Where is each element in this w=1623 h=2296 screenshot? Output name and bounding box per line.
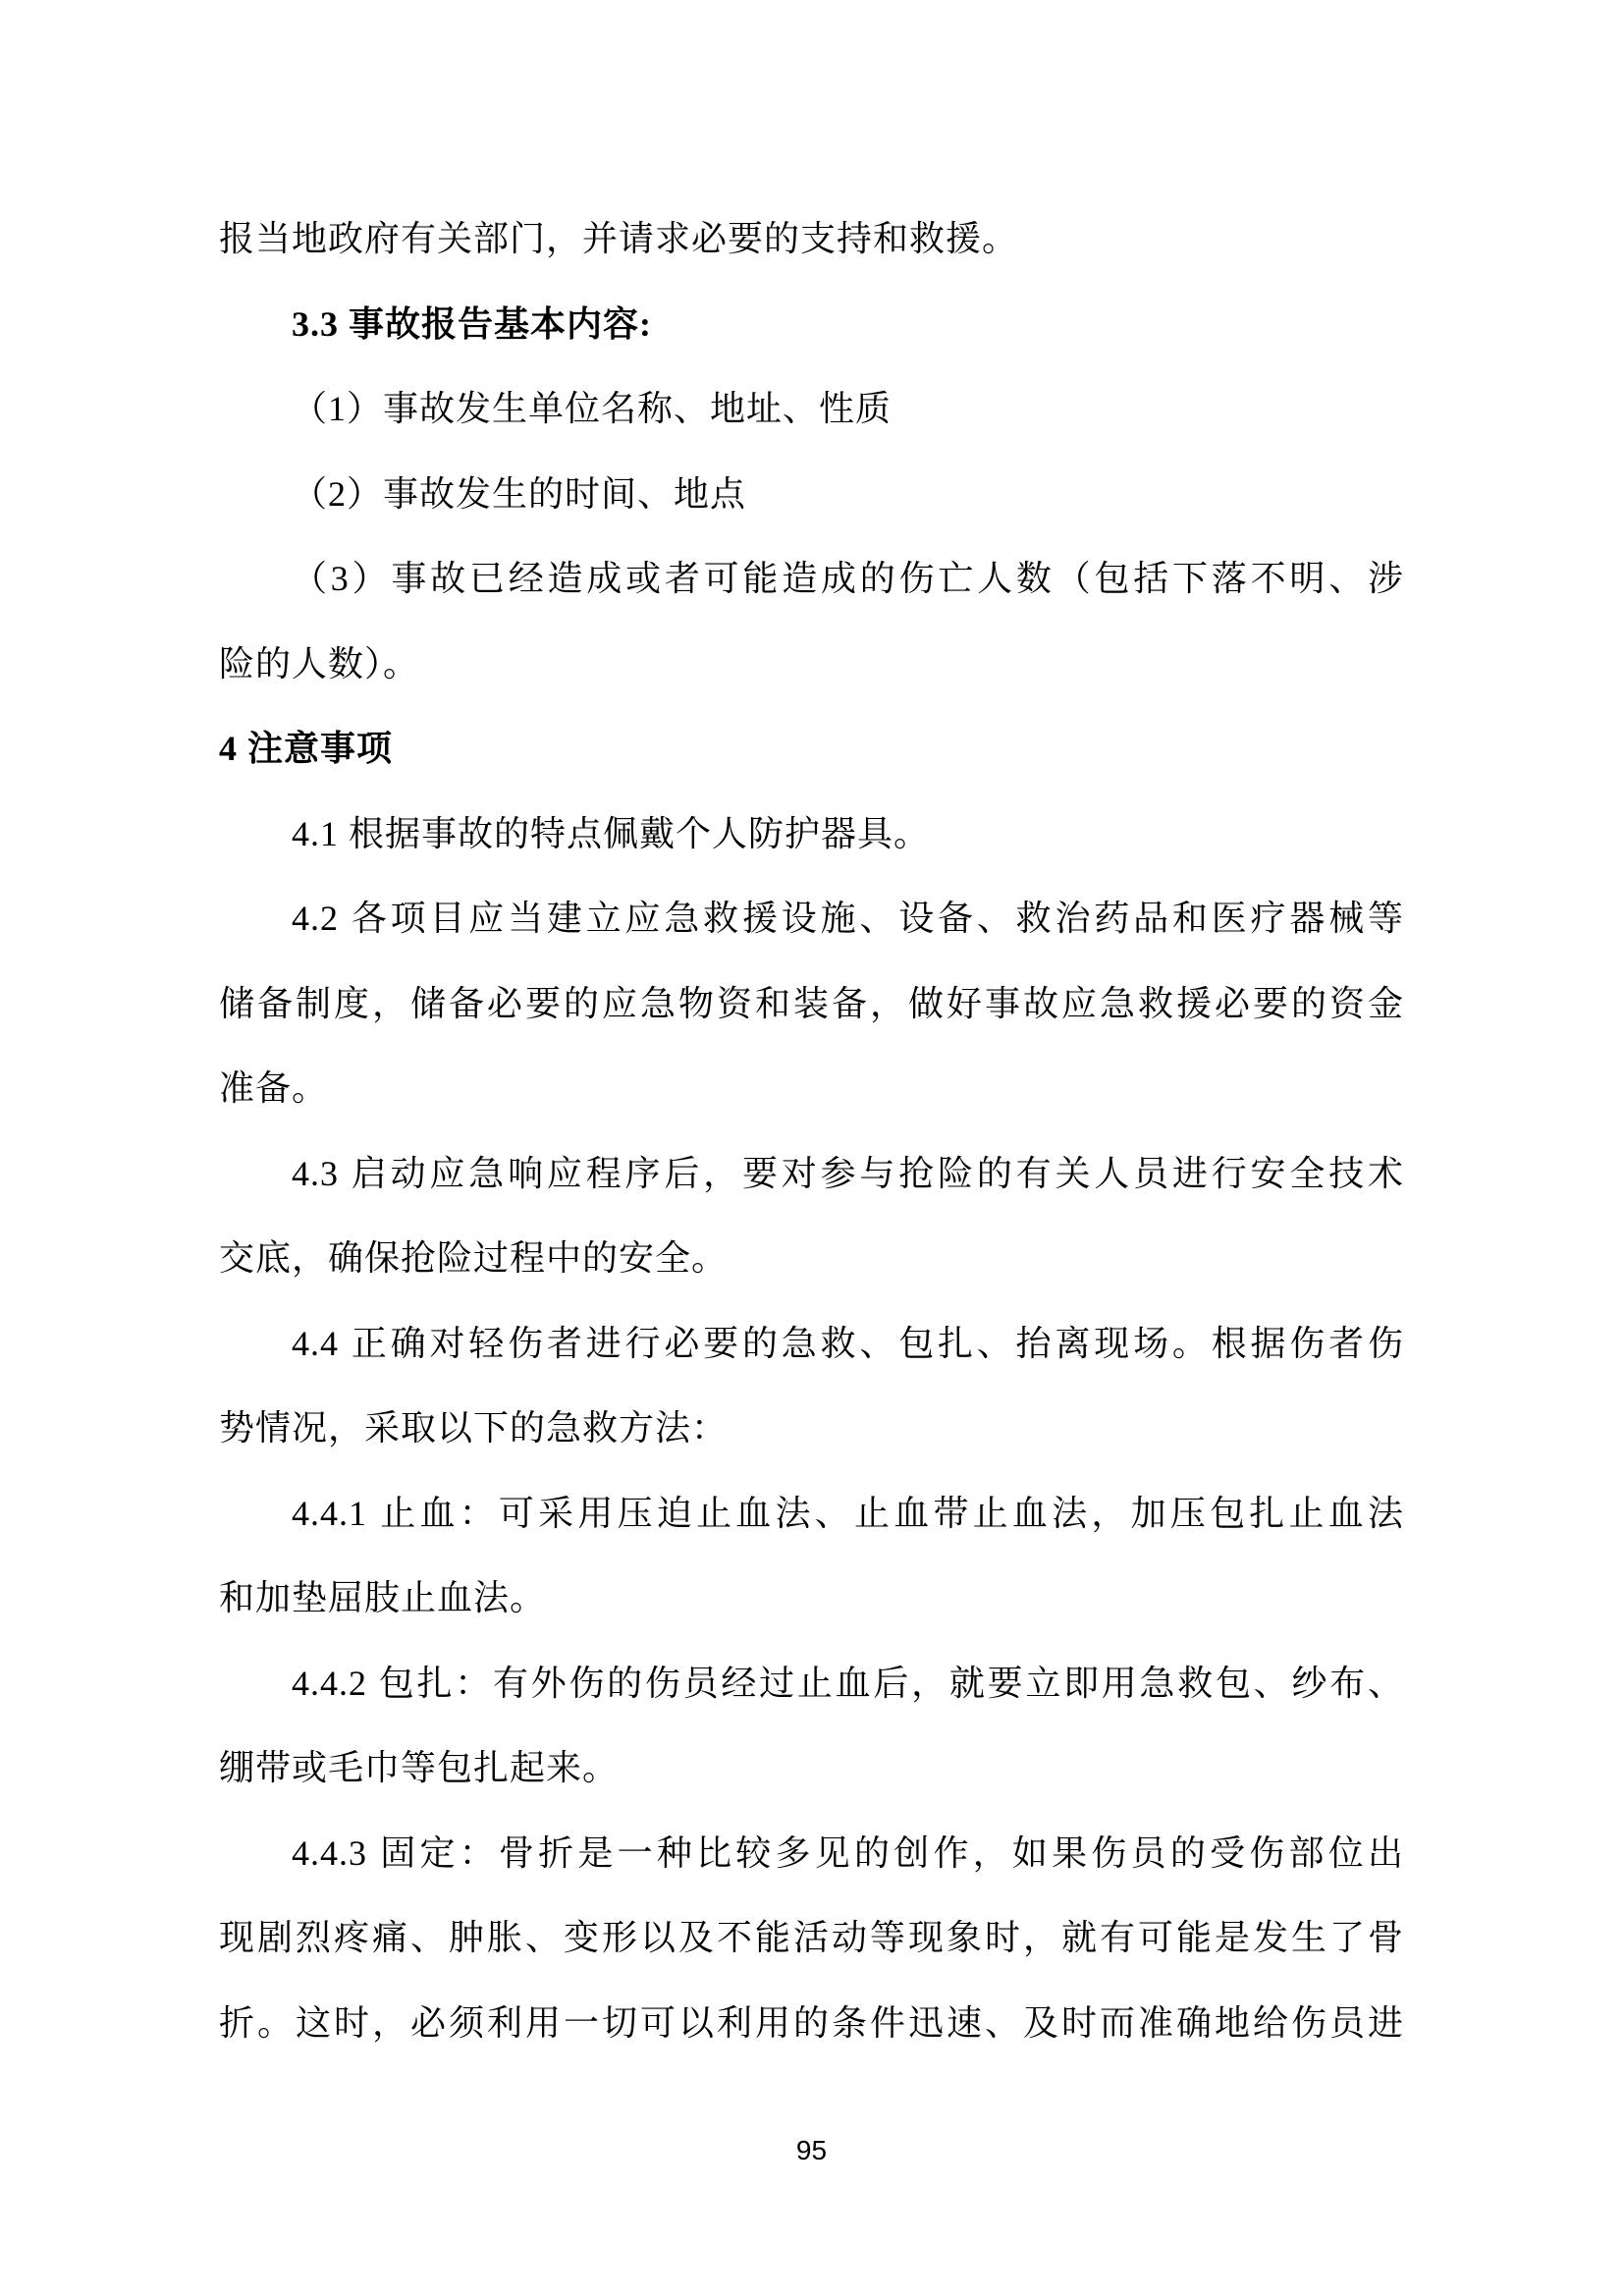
text-line: 4.4.1 止血：可采用压迫止血法、止血带止血法，加压包扎止血法: [292, 1493, 1404, 1533]
document-body: [219, 196, 1404, 2065]
text-line: 和加垫屈肢止血法。: [219, 1578, 547, 1617]
text-line: 4 注意事项: [219, 729, 394, 768]
text-line: 4.1 根据事故的特点佩戴个人防护器具。: [292, 813, 931, 853]
text-line: 4.3 启动应急响应程序后，要对参与抢险的有关人员进行安全技术: [292, 1153, 1404, 1193]
text-line: 险的人数）。: [219, 643, 420, 683]
text-line: 报当地政府有关部门，并请求必要的支持和救援。: [219, 219, 1019, 258]
text-line: 4.4 正确对轻伤者进行必要的急救、包扎、抬离现场。根据伤者伤: [292, 1323, 1404, 1363]
text-line: 3.3 事故报告基本内容:: [292, 303, 652, 344]
text-line: 势情况，采取以下的急救方法：: [219, 1408, 729, 1448]
page-footer: [0, 2133, 1623, 2168]
text-line: 储备制度，储备必要的应急物资和装备，做好事故应急救援必要的资金: [219, 983, 1404, 1023]
text-line: 4.4.3 固定：骨折是一种比较多见的创作，如果伤员的受伤部位出: [292, 1832, 1404, 1873]
text-line: 交底，确保抢险过程中的安全。: [219, 1238, 729, 1278]
text-line: 4.4.2 包扎：有外伤的伤员经过止血后，就要立即用急救包、纱布、: [292, 1663, 1404, 1703]
text-line: （3）事故已经造成或者可能造成的伤亡人数（包括下落不明、涉: [292, 559, 1404, 598]
text-line: 现剧烈疼痛、肿胀、变形以及不能活动等现象时，就有可能是发生了骨: [219, 1918, 1404, 1957]
page-number: 95: [795, 2135, 828, 2165]
text-line: （2）事故发生的时间、地点: [292, 473, 747, 514]
text-line: 折。这时，必须利用一切可以利用的条件迅速、及时而准确地给伤员进: [219, 2002, 1404, 2043]
text-line: 准备。: [219, 1068, 329, 1108]
text-line: 绷带或毛巾等包扎起来。: [219, 1748, 620, 1787]
text-line: 4.2 各项目应当建立应急救援设施、设备、救治药品和医疗器械等: [292, 899, 1404, 938]
text-line: （1）事故发生单位名称、地址、性质: [292, 389, 893, 428]
